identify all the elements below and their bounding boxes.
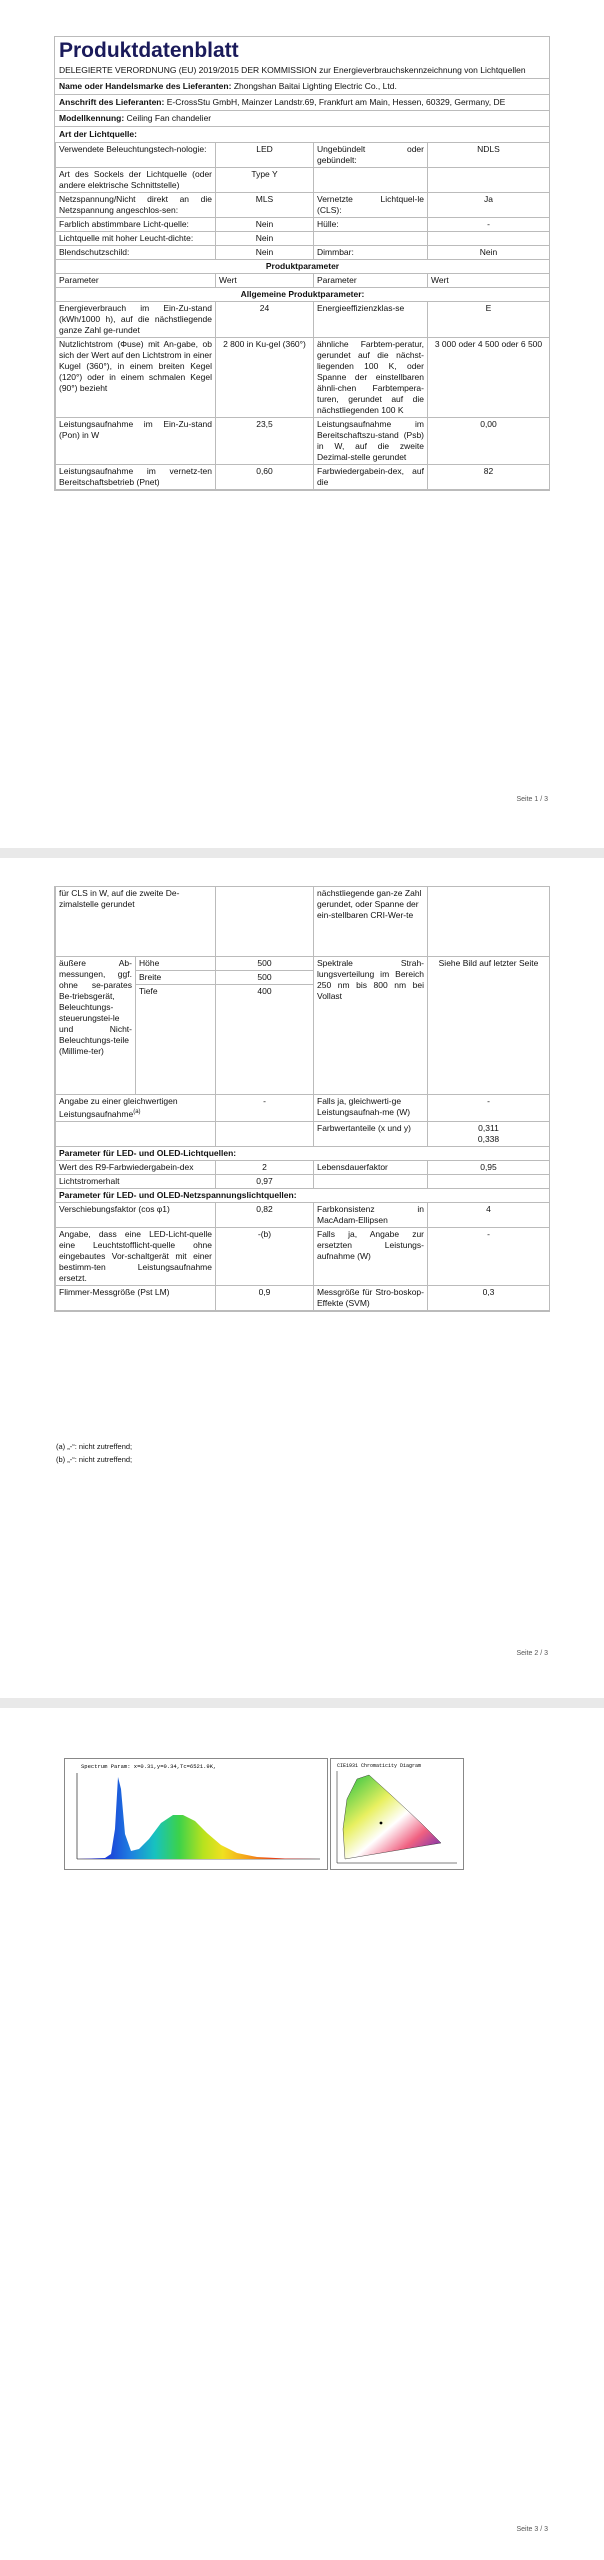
type-table (55, 142, 550, 490)
param-value: - (428, 1227, 550, 1285)
table-row (56, 1188, 550, 1202)
param-label: Angabe, dass eine LED-Licht-quelle eine Leuchtstofflicht-quelle ohne eingebautes Vor-schaltgerät mit einer bestimm-ten Leistungsaufnahme ersetzt. (56, 1227, 216, 1285)
dimension-label: Tiefe (136, 985, 216, 1095)
param-value: 24 (216, 302, 314, 338)
type-label: Hülle: (314, 218, 428, 232)
param-label: Lichtstromerhalt (56, 1174, 216, 1188)
datasheet-page2 (54, 886, 550, 1312)
table-row (56, 957, 550, 971)
param-label (314, 1174, 428, 1188)
footnote-b: (b) „-“: nicht zutreffend; (56, 1455, 133, 1464)
table-row (56, 1095, 550, 1122)
datasheet-page1 (54, 36, 550, 491)
type-label (314, 168, 428, 193)
mains-params-heading: Parameter für LED- und OLED-Netzspannungslichtquellen: (56, 1188, 550, 1202)
type-value: - (428, 218, 550, 232)
table-row (56, 232, 550, 246)
table-header-row (56, 274, 550, 288)
param-label: Farbwiedergabein-dex, auf die (314, 465, 428, 490)
param-label: Flimmer-Messgröße (Pst LM) (56, 1285, 216, 1310)
dimensions-label: äußere Ab-messungen, ggf. ohne se-parates Be-triebsgerät, Beleuchtungs-steuerungstei-le und Nicht-Beleuchtungs-teile (Millime-ter) (56, 957, 136, 1095)
param-label: ähnliche Farbtem-peratur, gerundet auf die nächst-liegenden 100 K, oder Spanne der einstellbaren ähnli-chen Farbtempera-turen, gerundet auf die nächstliegenden 100 K (314, 338, 428, 418)
type-label: Dimmbar: (314, 246, 428, 260)
param-value: 2 800 in Ku-gel (360°) (216, 338, 314, 418)
chroma-y: 0,338 (477, 1133, 500, 1144)
column-header: Parameter (314, 274, 428, 288)
type-label: Ungebündelt oder gebündelt: (314, 143, 428, 168)
datasheet-title: Produktdatenblatt (59, 39, 239, 62)
page-1 (0, 0, 604, 848)
address-value: E-CrossStu GmbH, Mainzer Landstr.69, Frankfurt am Main, Hessen, 60329, Germany, DE (166, 97, 506, 107)
param-label: Energieeffizienzklas-se (314, 302, 428, 338)
dimension-label: Höhe (136, 957, 216, 971)
cie-title: CIE1931 Chromaticity Diagram (337, 1763, 422, 1769)
type-label: Vernetzte Lichtquel-le (CLS): (314, 193, 428, 218)
column-header: Parameter (56, 274, 216, 288)
table-row (56, 1227, 550, 1285)
address-row (55, 94, 549, 110)
table-row (56, 1285, 550, 1310)
param-value: - (428, 1095, 550, 1122)
type-value: LED (216, 143, 314, 168)
table-row (56, 887, 550, 957)
page-2 (0, 858, 604, 1698)
regulation-text: DELEGIERTE VERORDNUNG (EU) 2019/2015 DER KOMMISSION zur Energieverbrauchskennzeichnung von Lichtquellen (59, 65, 526, 75)
table-row (56, 1146, 550, 1160)
chroma-x: 0,311 (478, 1122, 499, 1133)
footnote-a: (a) „-“: nicht zutreffend; (56, 1442, 133, 1451)
param-value: 0,00 (428, 418, 550, 465)
page-number: Seite 1 / 3 (516, 796, 548, 803)
param-value (216, 1121, 314, 1146)
param-label: Leistungsaufnahme im Bereitschaftszu-stand (Psb) in W, auf die zweite Dezimal-stelle gerundet (314, 418, 428, 465)
cie-chart-svg (331, 1759, 463, 1869)
param-label: Lebensdauerfaktor (314, 1160, 428, 1174)
param-value: 3 000 oder 4 500 oder 6 500 (428, 338, 550, 418)
spectral-value: Siehe Bild auf letzter Seite (428, 957, 550, 1095)
table-row (56, 246, 550, 260)
param-value: 0,9 (216, 1285, 314, 1310)
param-value (216, 887, 314, 957)
table-row (56, 1174, 550, 1188)
param-label: nächstliegende gan-ze Zahl gerundet, oder Spanne der ein-stellbaren CRI-Wer-te (314, 887, 428, 957)
table-row (56, 1160, 550, 1174)
table-row (56, 1202, 550, 1227)
param-value: 0,97 (216, 1174, 314, 1188)
led-params-heading: Parameter für LED- und OLED-Lichtquellen: (56, 1146, 550, 1160)
param-value: E (428, 302, 550, 338)
supplier-value: Zhongshan Baitai Lighting Electric Co., Ltd. (233, 81, 397, 91)
param-label: Falls ja, gleichwerti-ge Leistungsaufnah-me (W) (314, 1095, 428, 1122)
param-label: Farbkonsistenz in MacAdam-Ellipsen (314, 1202, 428, 1227)
supplier-row (55, 78, 549, 94)
param-label: Energieverbrauch im Ein-Zu-stand (kWh/1000 h), auf die nächstliegende ganze Zahl ge-rundet (56, 302, 216, 338)
model-label: Modellkennung: (59, 113, 125, 123)
param-label: Farbwertanteile (x und y) (314, 1121, 428, 1146)
param-value: 82 (428, 465, 550, 490)
type-label: Netzspannung/Nicht direkt an die Netzspannung angeschlos-sen: (56, 193, 216, 218)
product-params-heading: Produktparameter (56, 260, 550, 274)
type-label: Farblich abstimmbare Licht-quelle: (56, 218, 216, 232)
dimension-value: 400 (216, 985, 314, 1095)
param-value (428, 1174, 550, 1188)
type-label: Lichtquelle mit hoher Leucht-dichte: (56, 232, 216, 246)
table-row (56, 418, 550, 465)
type-label: Art des Sockels der Lichtquelle (oder andere elektrische Schnittstelle) (56, 168, 216, 193)
type-label (314, 232, 428, 246)
dimension-value: 500 (216, 971, 314, 985)
param-value: 0,3 (428, 1285, 550, 1310)
address-label: Anschrift des Lieferanten: (59, 97, 165, 107)
type-label: Blendschutzschild: (56, 246, 216, 260)
supplier-label: Name oder Handelsmarke des Lieferanten: (59, 81, 232, 91)
param-value: - (216, 1095, 314, 1122)
param-value: 0,82 (216, 1202, 314, 1227)
param-label (56, 1095, 216, 1122)
spectrum-title: Spectrum Param: x=0.31,y=0.34,Tc=6521.9K, (81, 1763, 217, 1770)
footnotes (56, 1440, 132, 1466)
param-value: 2 (216, 1160, 314, 1174)
footnote-ref: (a) (133, 1109, 141, 1115)
type-value (428, 232, 550, 246)
type-value: MLS (216, 193, 314, 218)
type-value: Nein (216, 246, 314, 260)
param-label: Wert des R9-Farbwiedergabein-dex (56, 1160, 216, 1174)
param-value (428, 1121, 550, 1146)
type-label: Verwendete Beleuchtungstech-nologie: (56, 143, 216, 168)
param-value: -(b) (216, 1227, 314, 1285)
param-label: Falls ja, Angabe zur ersetzten Leistungs-aufnahme (W) (314, 1227, 428, 1285)
param-value: 0,95 (428, 1160, 550, 1174)
model-row (55, 110, 549, 126)
page-number: Seite 2 / 3 (516, 1650, 548, 1657)
table-row (56, 260, 550, 274)
param-label: Messgröße für Stro-boskop-Effekte (SVM) (314, 1285, 428, 1310)
model-value: Ceiling Fan chandelier (126, 113, 212, 123)
table-row (56, 302, 550, 338)
column-header: Wert (216, 274, 314, 288)
table-row (56, 168, 550, 193)
type-value: NDLS (428, 143, 550, 168)
cie-chart (330, 1758, 464, 1870)
type-heading: Art der Lichtquelle: (55, 126, 549, 142)
param-value: 23,5 (216, 418, 314, 465)
page-number: Seite 3 / 3 (516, 2526, 548, 2533)
chromaticity-point (380, 1822, 383, 1825)
spectrum-curve (77, 1777, 320, 1859)
param-value: 4 (428, 1202, 550, 1227)
table-row (56, 288, 550, 302)
spectrum-chart-svg (65, 1759, 327, 1869)
type-value (428, 168, 550, 193)
param-label (56, 1121, 216, 1146)
param-label: Leistungsaufnahme im Ein-Zu-stand (Pon) in W (56, 418, 216, 465)
column-header: Wert (428, 274, 550, 288)
type-value: Type Y (216, 168, 314, 193)
table-row (56, 143, 550, 168)
page-3 (0, 1708, 604, 2560)
equiv-label: Angabe zu einer gleichwertigen Leistungsaufnahme (59, 1096, 178, 1119)
param-label: Nutzlichtstrom (Φuse) mit An-gabe, ob sich der Wert auf den Lichtstrom in einer Kugel (360°), in einem breiten Kegel (120°) oder in einem schmalen Kegel (90°) bezieht (56, 338, 216, 418)
spectral-label: Spektrale Strah-lungsverteilung im Bereich 250 nm bis 800 nm bei Vollast (314, 957, 428, 1095)
type-value: Nein (428, 246, 550, 260)
table-row (56, 338, 550, 418)
table-row (56, 1121, 550, 1146)
param-label: für CLS in W, auf die zweite De-zimalstelle gerundet (56, 887, 216, 957)
spectrum-chart (64, 1758, 328, 1870)
type-value: Ja (428, 193, 550, 218)
cie-horseshoe (343, 1775, 441, 1859)
type-value: Nein (216, 232, 314, 246)
type-value: Nein (216, 218, 314, 232)
param-value (428, 887, 550, 957)
general-params-heading: Allgemeine Produktparameter: (56, 288, 550, 302)
dimension-label: Breite (136, 971, 216, 985)
table-row (56, 218, 550, 232)
params-table-continued (55, 886, 550, 1311)
table-row (56, 193, 550, 218)
param-value: 0,60 (216, 465, 314, 490)
dimension-value: 500 (216, 957, 314, 971)
param-label: Verschiebungsfaktor (cos φ1) (56, 1202, 216, 1227)
param-label: Leistungsaufnahme im vernetz-ten Bereitschaftsbetrieb (Pnet) (56, 465, 216, 490)
table-row (56, 465, 550, 490)
